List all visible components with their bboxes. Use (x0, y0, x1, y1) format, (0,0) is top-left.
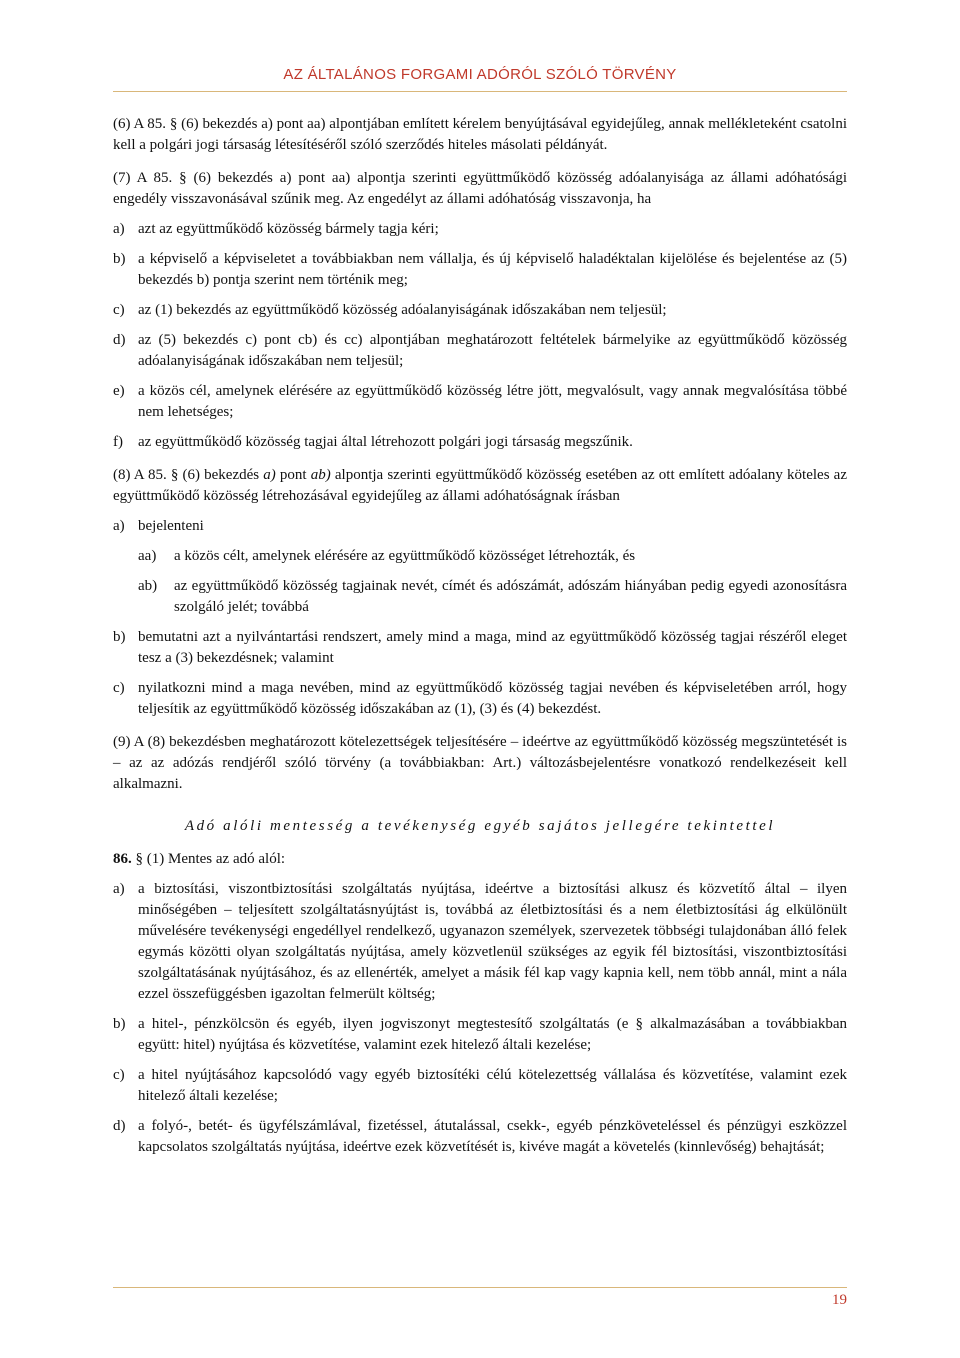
list-item-label: e) (113, 383, 125, 399)
list-item (113, 627, 847, 669)
list-item-text: az (1) bekezdés az együttműködő közösség adóalanyiságának időszakában nem teljesül; (138, 302, 667, 318)
running-header-title: AZ ÁLTALÁNOS FORGAMI ADÓRÓL SZÓLÓ TÖRVÉNY (283, 66, 677, 83)
paragraph-86-1 (113, 849, 847, 870)
list-item-text: bejelenteni (138, 518, 204, 534)
list-item (113, 879, 847, 1005)
sub-list-item-label: aa) (138, 548, 157, 564)
list-item-label: a) (113, 518, 125, 534)
list-item (113, 381, 847, 423)
list-item-label: b) (113, 629, 126, 645)
p8-text-2: pont (275, 467, 311, 483)
list-item-text: a biztosítási, viszontbiztosítási szolgáltatás nyújtása, ideértve a biztosítási alkusz és közvetítő által – ilyen minőségében – teljesített szolgáltatásnyújtást is, továbbá az életbiztosítási és a nem életbiztosítási ág elkülönült művelésére tevékenységi engedéllyel rendelkező, ugyanazon személyek, szervezetek többségi tulajdonában álló felek egymás közötti olyan szolgáltatás nyújtása, amely közvetlenül szükséges az egyik fél biztosítási, viszontbiztosítási szolgáltatásának nyújtásához, és az ellenérték, amelyet a másik fél kap vagy kapnia kell, nem több annál, mint a nála ezzel összefüggésben igazoltan felmerült költség; (138, 881, 847, 1002)
footer-divider (113, 1287, 847, 1288)
list-item-text: azt az együttműködő közösség bármely tagja kéri; (138, 221, 439, 237)
list-item-label: c) (113, 1067, 125, 1083)
section-number: 86. (113, 851, 132, 867)
list-item (113, 516, 847, 537)
list-item-text: a hitel-, pénzkölcsön és egyéb, ilyen jogviszonyt megtestesítő szolgáltatás (e § alkalmazásában a továbbiakban együtt: hitel) nyújtása és közvetítése, valamint ezek hitelező általi kezelése; (138, 1016, 847, 1053)
page-number: 19 (832, 1292, 847, 1308)
list-item (113, 249, 847, 291)
sub-list-item (113, 546, 847, 567)
paragraph-7-8 (113, 465, 847, 507)
list-item-text: a folyó-, betét- és ügyfélszámlával, fizetéssel, átutalással, csekk-, egyéb pénzköveteléssel és pénzügyi eszközzel kapcsolatos szolgáltatás nyújtása, ideértve ezek közvetítését is, kivéve magát a követelés (kinnlevőség) behajtását; (138, 1118, 847, 1155)
section-heading: Adó alóli mentesség a tevékenység egyéb sajátos jellegére tekintettel (184, 818, 776, 834)
list-item (113, 678, 847, 720)
list-item (113, 300, 847, 321)
sub-list-item (113, 576, 847, 618)
list-item-label: d) (113, 1118, 126, 1134)
sub-list-item-text: a közös célt, amelynek elérésére az együttműködő közösséget létrehozták, és (174, 548, 636, 564)
paragraph-7-9: (9) A (8) bekezdésben meghatározott kötelezettségek teljesítésére – ideértve az együttműködő közösség megszüntetését is – az az adózás rendjéről szóló törvény (a továbbiakban: Art.) változásbejelentésre vonatkozó rendelkezéseit kell alkalmazni. (113, 734, 847, 792)
list-item-text: a képviselő a képviseletet a továbbiakban nem vállalja, és új képviselő haladéktalan kijelölése és bejelentése az (5) bekezdés b) pontja szerint nem történik meg; (138, 251, 847, 288)
list-item-label: c) (113, 680, 125, 696)
list-item-label: a) (113, 221, 125, 237)
p8-text-3: alpontja szerinti együttműködő közösség esetében az ott említett adóalany köteles az együttműködő közösség létrehozásával egyidejűleg az állami adóhatóságnak írásban (113, 467, 847, 504)
list-item-text: nyilatkozni mind a maga nevében, mind az együttműködő közösség tagjai nevében és képviseletében arról, hogy teljesítik az együttműködő közösség időszakában az (1), (3) és (4) bekezdést. (138, 680, 847, 717)
list-item (113, 1014, 847, 1056)
list-item-label: c) (113, 302, 125, 318)
list-item (113, 219, 847, 240)
list-item-label: b) (113, 251, 126, 267)
p8-text-1: (8) A 85. § (6) bekezdés (113, 467, 264, 483)
list-item (113, 1116, 847, 1158)
list-item-text: a hitel nyújtásához kapcsolódó vagy egyéb biztosítéki célú kötelezettség vállalása és közvetítése, valamint ezek hitelező általi kezelése; (138, 1067, 847, 1104)
header-divider (113, 91, 847, 92)
list-item-label: f) (113, 434, 123, 450)
p8-ref-1: a) (263, 467, 276, 483)
sub-list-item-text: az együttműködő közösség tagjainak nevét, címét és adószámát, adószám hiányában pedig egyedi azonosításra szolgáló jelét; továbbá (174, 578, 847, 615)
sub-list-item-label: ab) (138, 578, 158, 594)
list-item-label: d) (113, 332, 126, 348)
list-item-text: a közös cél, amelynek elérésére az együttműködő közösség létre jött, megvalósult, vagy annak megvalósítása többé nem lehetséges; (138, 383, 847, 420)
list-item (113, 1065, 847, 1107)
list-item-label: a) (113, 881, 125, 897)
list-item (113, 330, 847, 372)
paragraph-7-7: (7) A 85. § (6) bekezdés a) pont aa) alpontja szerinti együttműködő közösség adóalanyisága az állami adóhatósági engedély visszavonásával szűnik meg. Az engedélyt az állami adóhatóság visszavonja, ha (113, 170, 847, 207)
document-body (113, 114, 847, 1158)
list-item (113, 432, 847, 453)
section-intro: § (1) Mentes az adó alól: (131, 851, 286, 867)
paragraph-7-6: (6) A 85. § (6) bekezdés a) pont aa) alpontjában említett kérelem benyújtásával egyidejűleg, annak mellékleteként csatolni kell a polgári jogi társaság létesítéséről szóló szerződés hiteles másolati példányát. (113, 116, 847, 153)
list-item-text: az együttműködő közösség tagjai által létrehozott polgári jogi társaság megszűnik. (138, 434, 633, 450)
list-item-text: az (5) bekezdés c) pont cb) és cc) alpontjában meghatározott feltételek bármelyike az együttműködő közösség adóalanyiságának időszakában nem teljesül; (138, 332, 847, 369)
list-item-label: b) (113, 1016, 126, 1032)
list-item-text: bemutatni azt a nyilvántartási rendszert, amely mind a maga, mind az együttműködő közösség tagjai részéről eleget tesz a (3) bekezdésnek; valamint (138, 629, 847, 666)
p8-ref-2: ab) (310, 467, 331, 483)
